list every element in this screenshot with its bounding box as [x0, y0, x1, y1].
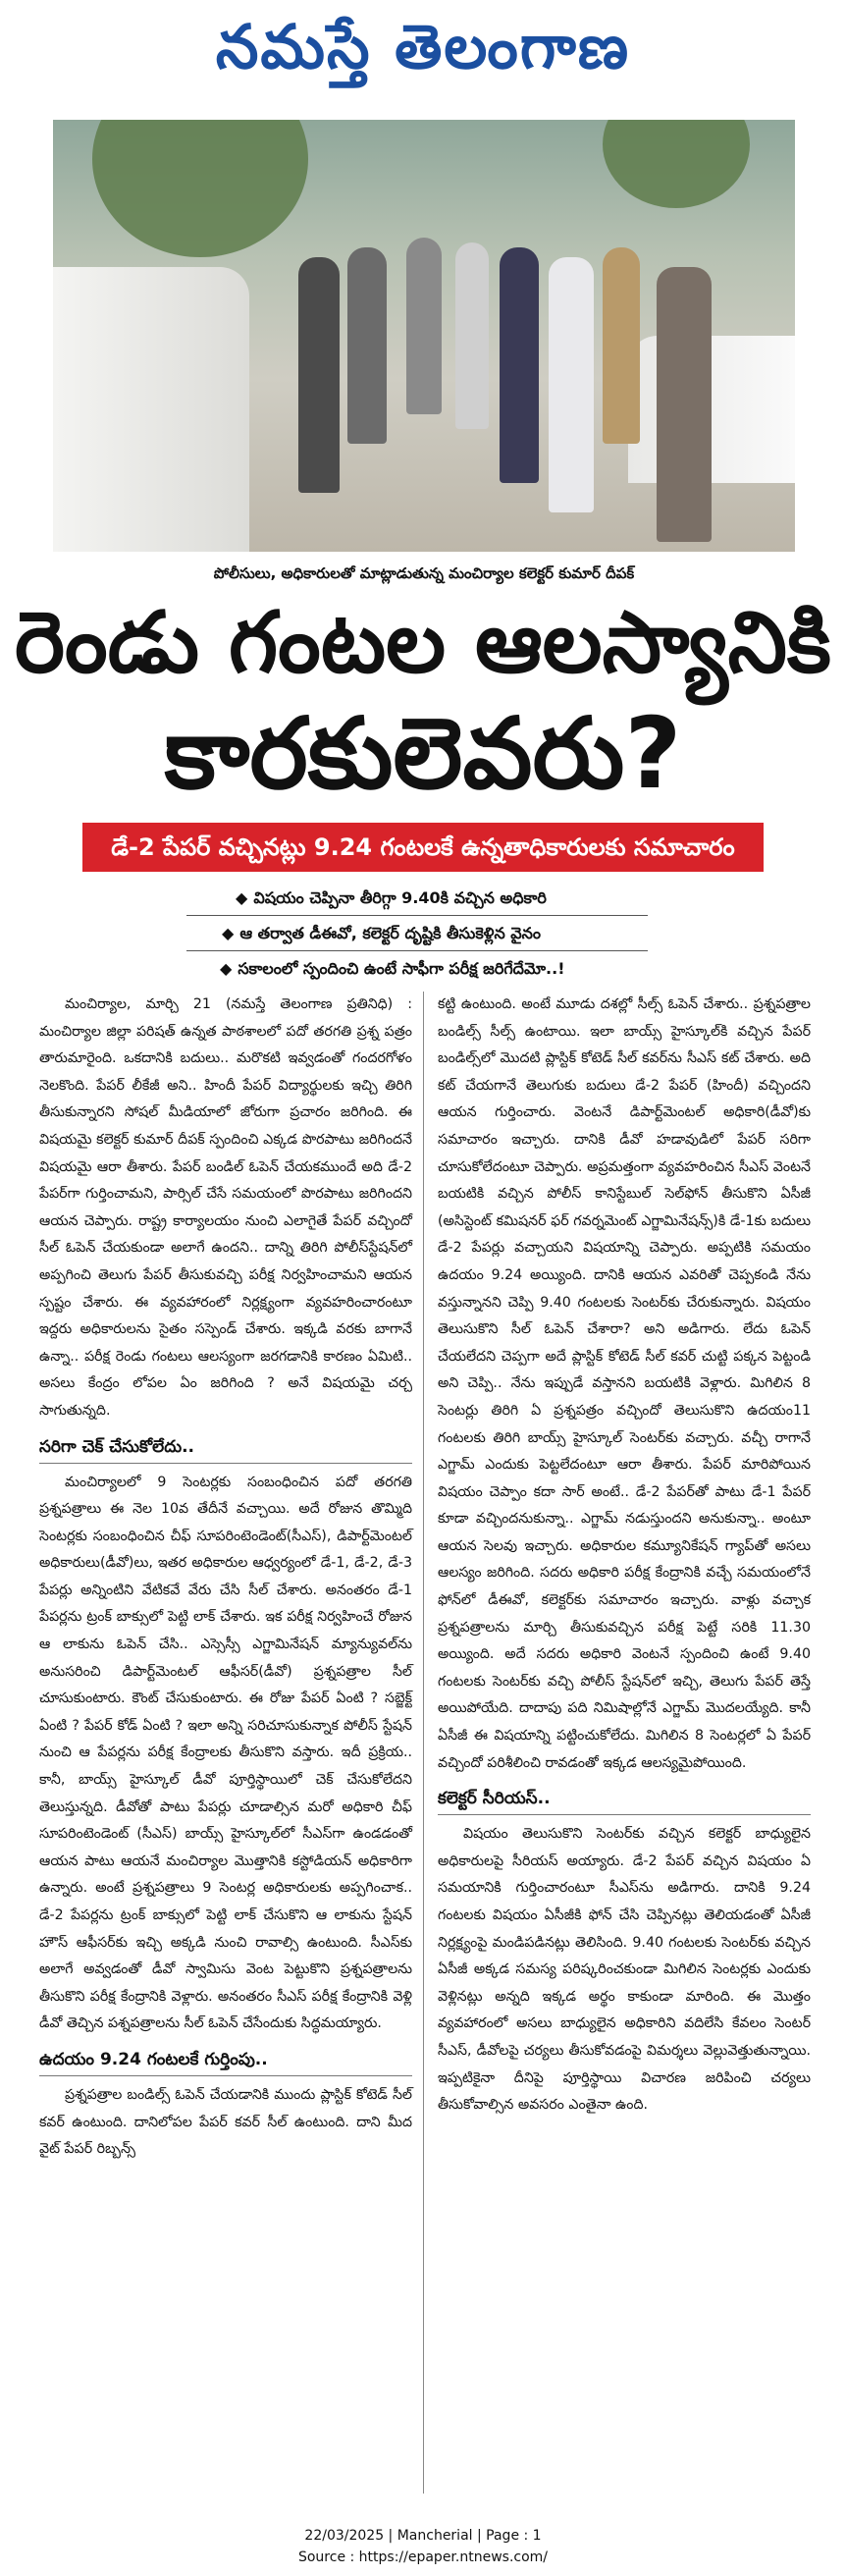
paragraph: మంచిర్యాలలో 9 సెంటర్లకు సంబంధించిన పదో తరగతి ప్రశ్నపత్రాలు ఈ నెల 10వ తేదీనే వచ్చాయి. అదే రోజున తొమ్మిది సెంటర్లకు సంబంధించిన చీఫ్ సూపరింటెండెంట్(సీఎస్), డిపార్ట్‌మెంటల్ అధికారులు(డీవో)లు, ఇతర అధికారుల ఆధ్వర్యంలో డే-1, డే-2, డే-3 పేపర్లు అన్నింటిని వేటికవే వేరు చేసి సీల్ చేశారు. అనంతరం డే-1 పేపర్లను ట్రంక్ బాక్సులో పెట్టి లాక్ చేశారు. ఇక పరీక్ష నిర్వహించే రోజున ఆ లాకును ఓపెన్ చేసి.. ఎస్సెస్సీ ఎగ్జామినేషన్ మ్యాన్యువల్‌ను అనుసరించి డిపార్ట్‌మెంటల్ ఆఫీసర్(డీవో) ప్రశ్నపత్రాల సీల్ చూసుకుంటారు. కౌంట్ చేసుకుంటారు. ఈ రోజు పేపర్ ఏంటి ? సబ్జెక్ట్ ఏంటి ? పేపర్ కోడ్ ఏంటి ? ఇలా అన్ని సరిచూసుకున్నాక పోలీస్ స్టేషన్ నుంచి ఆ పేపర్లను పరీక్ష కేంద్రాలకు తీసుకొని వస్తారు. ఇదీ ప్రక్రియ.. కానీ, బాయ్స్ హైస్కూల్ డీవో పూర్తిస్థాయిలో చెక్ చేసుకోలేదని తెలుస్తున్నది. డీవోతో పాటు పేపర్లు చూడాల్సిన మరో అధికారి చీఫ్ సూపరింటెండెంట్ (సీఎస్) బాయ్స్ హైస్కూల్‌లో సీఎస్‌గా ఉండడంతో ఆయన పాటు ఆయనే మంచిర్యాల మొత్తానికి కస్టోడియన్ అధికారిగా ఉన్నారు. అంటే ప్రశ్నపత్రాలు 9 సెంటర్ల అధికారులకు అప్పగించాక.. డే-2 పేపర్లను ట్రంక్ బాక్సులో పెట్టి లాక్ చేసుకొని ఆ లాకును స్టేషన్ హౌస్ ఆఫీసర్‌కు ఇచ్చి అక్కడి నుంచి రావాల్సి ఉంటుంది. సీఎస్‌కు అలాగే అవ్వడంతో డీవో స్వామిసు వెంట పెట్టుకొని ప్రశ్నపత్రాలను తీసుకొని పరీక్ష కేంద్రానికి వెళ్లారు. అనంతరం సీఎస్ పరీక్ష కేంద్రానికి వెళ్లి డీవో తెచ్చిన పశ్నపత్రాలను సీల్ ఓపెన్ చేసేందుకు సిద్ధమయ్యారు. [39, 1474, 412, 2032]
person-figure [549, 257, 594, 512]
paragraph: కట్టి ఉంటుంది. అంటే మూడు దశల్లో సీల్స్ ఓపెన్ చేశారు.. ప్రశ్నపత్రాల బండిల్స్ సీల్స్ ఉంటాయి. ఇలా బాయ్స్ హైస్కూల్‌కి వచ్చిన పేపర్ బండిల్స్‌లో మొదటి ప్లాస్టిక్ కోటెడ్ సీల్ కవర్‌ను సీఎస్ కట్ చేశారు. అది కట్ చేయగానే తెలుగుకు బదులు డే-2 పేపర్ (హిందీ) వచ్చిందని ఆయన గుర్తించారు. వెంటనే డిపార్ట్‌మెంటల్ అధికారి(డీవో)కు సమాచారం ఇచ్చారు. దానికి డీవో హడావుడిలో పేపర్ సరిగా చూసుకోలేదంటూ చెప్పారు. అప్రమత్తంగా వ్యవహరించిన సీఎస్ వెంటనే బయటికి వచ్చిన పోలీస్ కానిస్టేబుల్ సెల్‌ఫోన్ తీసుకొని ఏసీజీ (అసిస్టెంట్ కమిషనర్ ఫర్ గవర్నమెంట్ ఎగ్జామినేషన్స్)కి డే-1కు బదులు డే-2 పేపర్లు వచ్చాయని విషయాన్ని చెప్పారు. అప్పటికి సమయం ఉదయం 9.24 అయ్యింది. దానికి ఆయన ఎవరితో చెప్పకండి నేను వస్తున్నానని చెప్పి 9.40 గంటలకు సెంటర్‌కు చేరుకున్నారు. విషయం తెలుసుకొని సీల్ ఓపెన్ చేశారా? అని అడిగారు. లేదు ఓపెన్ చేయలేదని చెప్పగా అదే ప్లాస్టిక్ కోటెడ్ సీల్ కవర్ చుట్టి పక్కన పెట్టండి అని చెప్పి.. నేను ఇప్పుడే వస్తానని బయటికి వెళ్లారు. మిగిలిన 8 సెంటర్లు తిరిగి ఏ ప్రశ్నపత్రం వచ్చిందో తెలుసుకొని ఉదయం11 గంటలకు తిరిగి బాయ్స్ హైస్కూల్ సెంటర్‌కు వచ్చారు. వచ్చీ రాగానే ఎగ్జామ్ ఎందుకు పెట్టలేదంటూ ఆరా తీశారు. పేపర్ మారిపోయిన విషయం చెప్పాం కదా సార్ అంటే.. డే-2 పేపర్‌తో పాటు డే-1 పేపర్ కూడా వచ్చిందనుకున్నా.. ఎగ్జామ్ నడుస్తుందని అనుకున్నా.. అంటూ ఆయన సెలవు ఇచ్చారు. అధికారుల కమ్యూనికేషన్ గ్యాప్‌తో అసలు ఆలస్యం జరిగింది. సదరు అధికారి పరీక్ష కేంద్రానికి వచ్చే సమయంలోనే ఫోన్‌లో డీఈవో, కలెక్టర్‌కు సమాచారం ఇచ్చారు. వాళ్లు వచ్చాక ప్రశ్నపత్రాలను మార్చి తీసుకువచ్చిన పరీక్ష పెట్టే సరికి 11.30 అయ్యింది. అదే సదరు అధికారి వెంటనే స్పందించి ఉంటే 9.40 గంటలకు సెంటర్‌కు వచ్చి పోలీస్ స్టేషన్‌లో ఇచ్చి, తెలుగు పేపర్ తెస్తే అయిపోయేది. దాదాపు పది నిమిషాల్లోనే ఎగ్జామ్ మొదలయ్యేది. కానీ ఏసీజీ ఈ విషయాన్ని పట్టించుకోలేదు. మిగిలిన 8 సెంటర్లలో ఏ పేపర్ వచ్చిందో పరిశీలించి రావడంతో ఇక్కడ ఆలస్యమైపోయింది. [438, 996, 811, 1771]
red-banner: డే-2 పేపర్ వచ్చినట్లు 9.24 గంటలకే ఉన్నతాధికారులకు సమాచారం [82, 823, 764, 872]
headline-line-2: కారకులెవరు? [164, 696, 682, 811]
article-column-left [39, 992, 412, 2164]
subheading: కలెక్టర్ సీరియస్.. [438, 1785, 811, 1815]
bullet-1 [236, 884, 547, 913]
subheading: సరిగా చెక్ చేసుకోలేదు.. [39, 1433, 412, 1464]
white-car-left [53, 267, 249, 552]
bullet-2 [222, 919, 541, 948]
tree-shape [92, 120, 308, 257]
person-figure [347, 247, 387, 444]
person-figure [406, 238, 442, 414]
diamond-bullet-icon: ◆ [222, 924, 235, 942]
masthead [0, 0, 846, 108]
diamond-bullet-icon: ◆ [236, 888, 248, 907]
bullet-text: ఆ తర్వాత డీఈవో, కలెక్టర్ దృష్టికి తీసుకెళ్లిన వైనం [239, 924, 541, 942]
person-figure [657, 267, 712, 542]
bullet-divider [186, 950, 648, 951]
bullet-text: సకాలంలో స్పందించి ఉంటే సాఫీగా పరీక్ష జరిగేదేమో..! [238, 959, 565, 978]
footer-date-edition: 22/03/2025 | Mancherial | Page : 1 [304, 2528, 542, 2544]
diamond-bullet-icon: ◆ [220, 959, 233, 978]
column-divider [423, 992, 424, 2494]
paragraph: విషయం తెలుసుకొని సెంటర్‌కు వచ్చిన కలెక్టర్ బాధ్యులైన అధికారులపై సీరియస్ అయ్యారు. డే-2 పేపర్ వచ్చిన విషయం ఏ సమయానికి గుర్తించారంటూ సీఎస్‌ను అడిగారు. దానికి 9.24 గంటలకు విషయం ఏసీజీకి ఫోన్ చేసి చెప్పినట్లు తెలియడంతో ఏసీజీ నిర్లక్ష్యంపై మండిపడినట్లు తెలిసింది. 9.40 గంటలకు సెంటర్‌కు వచ్చిన ఏసీజీ అక్కడ సమస్య పరిష్కరించకుండా మిగిలిన సెంటర్లకు ఎందుకు వెళ్లినట్లు అన్నది ఇక్కడ అర్థం కాకుండా మారింది. ఈ మొత్తం వ్యవహారంలో అసలు బాధ్యులైన అధికారిని వదిలేసి కేవలం సెంటర్ సీఎస్, డీవోలపై చర్యలు తీసుకోవడంపై విమర్శలు వెల్లువెత్తుతున్నాయి. ఇప్పటికైనా దీనిపై పూర్తిస్థాయి విచారణ జరిపించి చర్యలు తీసుకోవాల్సిన అవసరం ఎంతైనా ఉంది. [438, 1826, 811, 2114]
headline-line-1: రెండు గంటల ఆలస్యానికి [15, 594, 831, 692]
news-photo [53, 120, 795, 552]
bullet-divider [186, 915, 648, 916]
white-car-right [628, 336, 795, 483]
person-figure [500, 247, 539, 483]
tree-shape [603, 120, 750, 208]
footer-source: Source : https://epaper.ntnews.com/ [297, 2549, 549, 2565]
photo-caption: పోలీసులు, అధికారులతో మాట్లాడుతున్న మంచిర్యాల కలెక్టర్ కుమార్ దీపక్ [213, 564, 635, 582]
subheading: ఉదయం 9.24 గంటలకే గుర్తింపు.. [39, 2046, 412, 2076]
person-figure [603, 247, 640, 444]
person-figure [298, 257, 340, 493]
article-column-right [438, 992, 811, 2120]
person-figure [455, 242, 489, 429]
paragraph: మంచిర్యాల, మార్చి 21 (నమస్తే తెలంగాణ ప్రతినిధి) : మంచిర్యాల జిల్లా పరిషత్ ఉన్నత పాఠశాలలో పదో తరగతి ప్రశ్న పత్రం తారుమారైంది. ఒకదానికి బదులు.. మరొకటి ఇవ్వడంతో గందరగోళం నెలకొంది. పేపర్ లీకేజీ అని.. హిందీ పేపర్ విద్యార్థులకు ఇచ్చి తిరిగి తీసుకున్నారని సోషల్ మీడియాలో జోరుగా ప్రచారం జరిగింది. ఈ విషయమై కలెక్టర్ కుమార్ దీపక్ స్పందించి ఎక్కడ పొరపాటు జరిగిందనే విషయమై ఆరా తీశారు. పేపర్ బండిల్ ఓపెన్ చేయకముందే అది డే-2 పేపర్‌గా గుర్తించామని, పార్సిల్ చేసే సమయంలో పొరపాటు జరిగిందని ఆయన చెప్పారు. రాష్ట్ర కార్యాలయం నుంచి ఎలాగైతే పేపర్ వచ్చిందో సీల్ ఓపెన్ చేయకుండా అలాగే ఉందని.. దాన్ని తిరిగి పోలీస్‌స్టేషన్‌లో అప్పగించి తెలుగు పేపర్ తీసుకువచ్చి పరీక్ష నిర్వహించామని ఆయన స్పష్టం చేశారు. ఈ వ్యవహారంలో నిర్లక్ష్యంగా వ్యవహరించారంటూ ఇద్దరు అధికారులను సైతం సస్పెండ్ చేశారు. ఇక్కడి వరకు బాగానే ఉన్నా.. పరీక్ష రెండు గంటలు ఆలస్యంగా జరగడానికి కారణం ఏమిటి.. అసలు కేంద్రం లోపల ఏం జరిగింది ? అనే విషయమై చర్చ సాగుతున్నది. [39, 996, 412, 1419]
paragraph: ప్రశ్నపత్రాల బండిల్స్ ఓపెన్ చేయడానికి ముందు ప్లాస్టిక్ కోటెడ్ సీల్ కవర్ ఉంటుంది. దానిలోపల పేపర్ కవర్ సీల్ ఉంటుంది. దాని మీద వైట్ పేపర్ రిబ్బన్స్ [39, 2086, 412, 2158]
bullet-3 [220, 954, 565, 984]
bullet-text: విషయం చెప్పినా తీరిగ్గా 9.40కి వచ్చిన అధికారి [253, 888, 547, 907]
masthead-title: నమస్తే తెలంగాణ [215, 11, 631, 82]
